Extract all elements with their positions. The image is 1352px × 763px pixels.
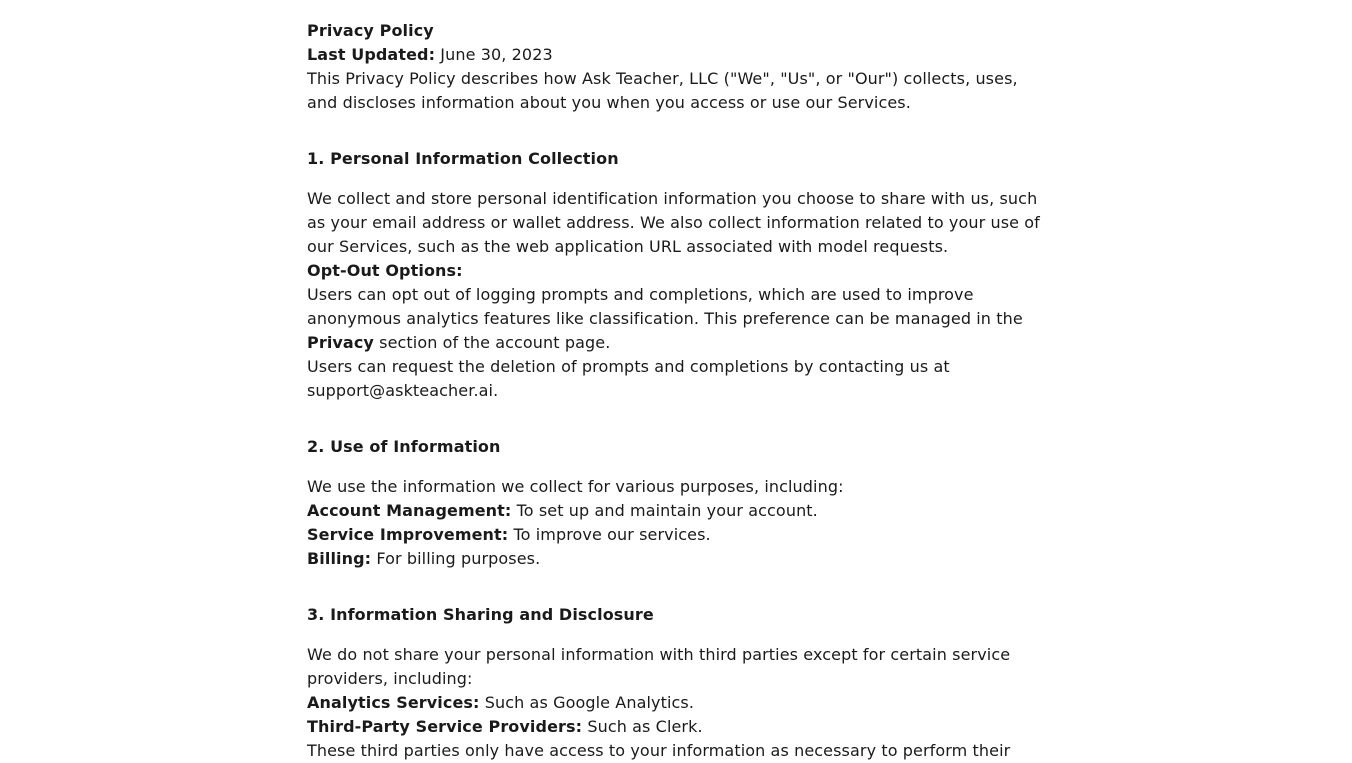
section-personal-information xyxy=(307,147,1052,403)
opt-out-label: Opt-Out Options: xyxy=(307,261,463,280)
item-text: Such as Clerk. xyxy=(582,717,703,736)
item-label: Account Management: xyxy=(307,501,512,520)
section-intro: We do not share your personal information with third parties except for certain service providers, including: xyxy=(307,645,1011,688)
item-text: Such as Google Analytics. xyxy=(479,693,695,712)
section-intro: We use the information we collect for various purposes, including: xyxy=(307,477,844,496)
item-label: Third-Party Service Providers: xyxy=(307,717,583,736)
item-text: For billing purposes. xyxy=(371,549,541,568)
item-label: Billing: xyxy=(307,549,372,568)
intro-paragraph: This Privacy Policy describes how Ask Teacher, LLC ("We", "Us", or "Our") collects, uses, and discloses information about you when you access or use our Services. xyxy=(307,69,1018,112)
list-item xyxy=(307,547,1052,571)
item-label: Analytics Services: xyxy=(307,693,480,712)
opt-out-text-body: Users can opt out of logging prompts and completions, which are used to improve anonymous analytics features like classification. This preference can be managed in the xyxy=(307,285,1023,328)
item-label: Service Improvement: xyxy=(307,525,509,544)
last-updated-value: June 30, 2023 xyxy=(435,45,553,64)
list-item xyxy=(307,499,1052,523)
list-item xyxy=(307,715,1052,739)
item-text: To improve our services. xyxy=(508,525,711,544)
section-body: We collect and store personal identification information you choose to share with us, such as your email address or wallet address. We also collect information related to your use of our Services, such as the web application URL associated with model requests. xyxy=(307,189,1040,256)
section-heading: 1. Personal Information Collection xyxy=(307,149,619,168)
deletion-text: Users can request the deletion of prompts and completions by contacting us at support@askteacher.ai. xyxy=(307,357,950,400)
section-information-sharing xyxy=(307,603,1052,763)
list-item xyxy=(307,691,1052,715)
section-heading: 3. Information Sharing and Disclosure xyxy=(307,605,654,624)
privacy-after: section of the account page. xyxy=(373,333,611,352)
list-item xyxy=(307,523,1052,547)
item-text: To set up and maintain your account. xyxy=(511,501,818,520)
section-use-of-information xyxy=(307,435,1052,571)
last-updated-label: Last Updated: xyxy=(307,45,436,64)
section-closing: These third parties only have access to your information as necessary to perform their xyxy=(307,741,1011,760)
privacy-policy-document xyxy=(307,19,1052,763)
privacy-bold: Privacy xyxy=(307,333,374,352)
last-updated xyxy=(307,43,1052,67)
section-heading: 2. Use of Information xyxy=(307,437,501,456)
opt-out-text xyxy=(307,283,1052,355)
page-title: Privacy Policy xyxy=(307,21,434,40)
